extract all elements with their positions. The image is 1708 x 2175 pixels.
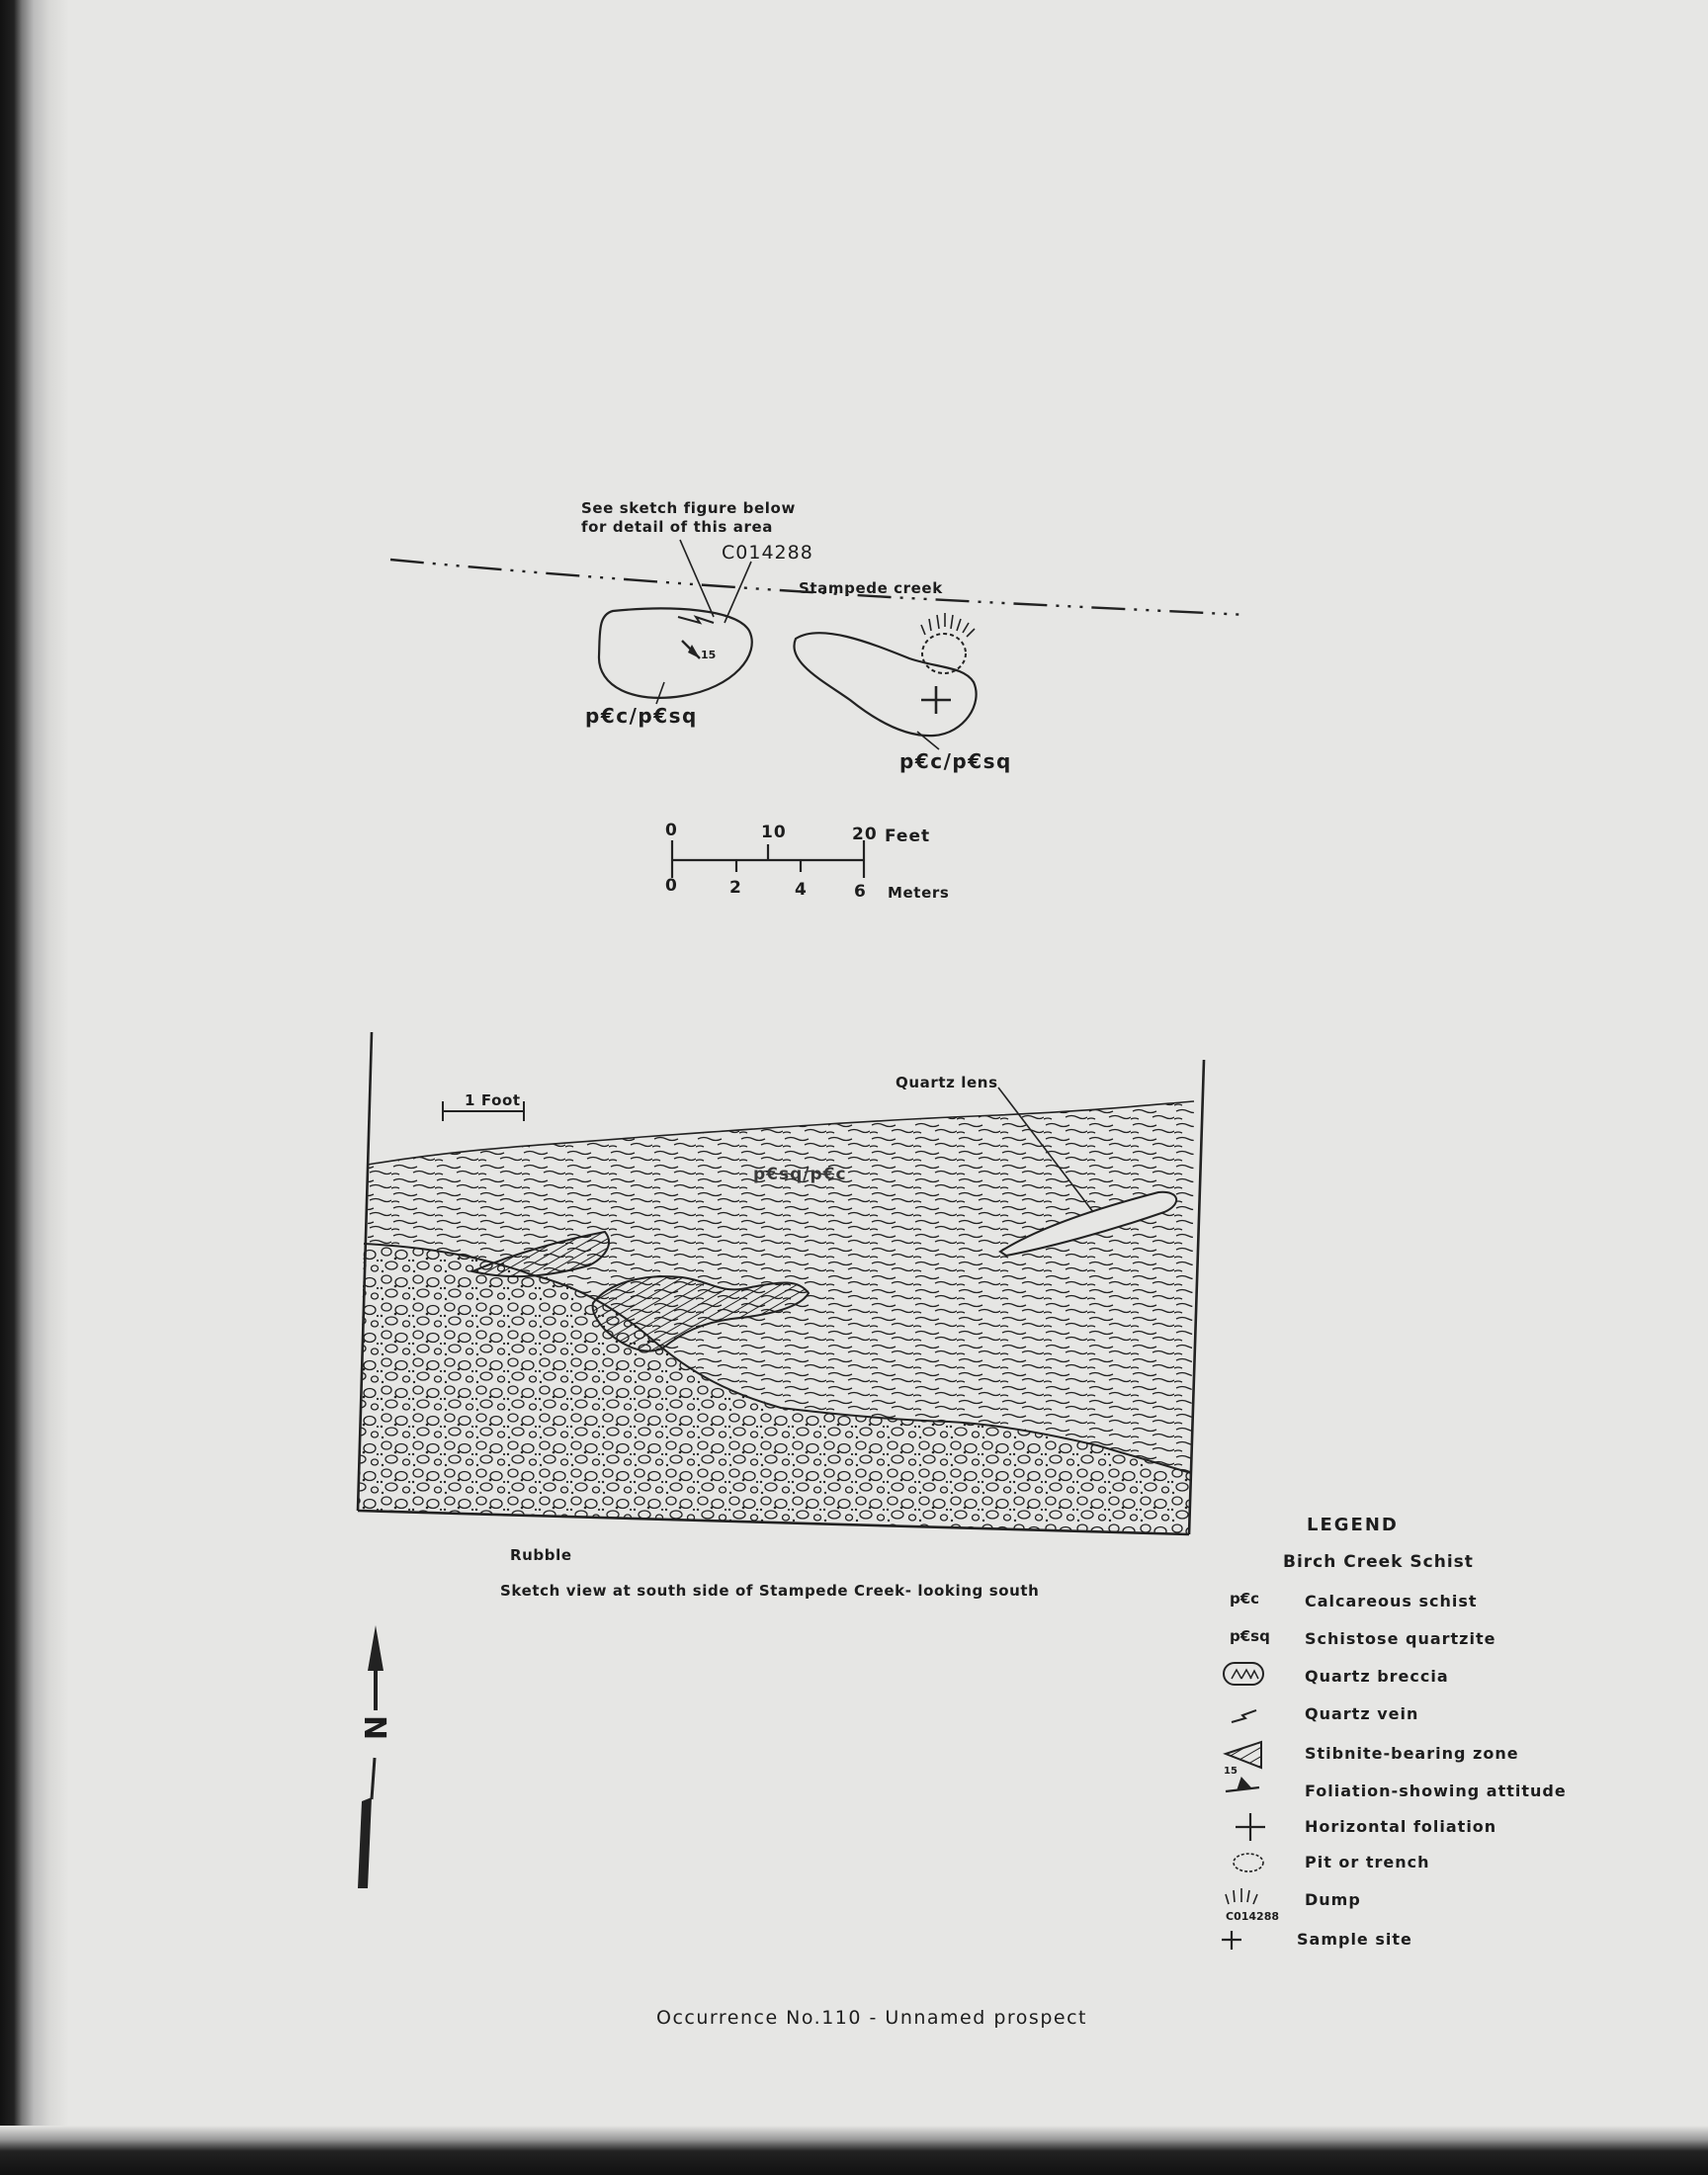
legend-item-foliation-attitude [1224,1766,1639,1807]
scale-m-2: 2 [729,878,742,898]
outcrop-right [794,633,976,736]
dip-value: 15 [701,649,717,661]
legend-symbol: 15 [1224,1766,1238,1777]
legend-label: Foliation-showing attitude [1305,1782,1567,1800]
scale-bar [672,840,864,878]
scale-m-6: 6 [854,882,867,902]
legend-label: Dump [1305,1890,1361,1909]
horizontal-foliation-mark [921,686,951,714]
legend-label: Horizontal foliation [1305,1817,1497,1836]
sketch-caption: Sketch view at south side of Stampede Creek- looking south [500,1582,1040,1600]
unit-left-leader [656,682,664,704]
unit-label-right: p€c/p€sq [899,749,1012,773]
legend-item-calcareous-schist [1224,1588,1639,1617]
legend-label: Quartz breccia [1305,1667,1449,1686]
legend-item-sample-site [1224,1910,1639,1956]
legend-item-quartz-vein [1224,1700,1639,1730]
note-leader [680,540,714,617]
legend-label: Schistose quartzite [1305,1629,1496,1648]
scale-feet-20: 20 [852,825,878,844]
legend-label: Stibnite-bearing zone [1305,1744,1519,1763]
legend-item-quartz-breccia [1224,1663,1639,1693]
sketch-scale-label: 1 Foot [465,1091,521,1109]
legend-title: LEGEND [1307,1515,1399,1535]
scale-feet-unit: Feet [885,826,931,846]
dump-ticks [921,613,975,637]
scale-feet-10: 10 [761,823,787,842]
north-letter: N [357,1714,392,1741]
legend-label: Pit or trench [1305,1853,1430,1871]
unit-label-left: p€c/p€sq [585,704,698,728]
scale-m-0: 0 [665,876,678,896]
unit-right-leader [917,732,939,749]
outcrop-left [599,608,752,697]
creek-label: Stampede creek [799,579,943,597]
plan-map [390,540,1247,749]
north-arrow [358,1625,384,1888]
legend-label: Quartz vein [1305,1704,1419,1723]
sample-id-label: C014288 [722,542,813,564]
plan-note-line1: See sketch figure below [581,499,796,517]
sketch-unit-label: p€sq/p€c [753,1165,847,1184]
scale-m-4: 4 [795,880,808,900]
legend-item-pit-trench [1224,1849,1639,1878]
legend-symbol: C014288 [1226,1910,1279,1923]
legend-group: Birch Creek Schist [1283,1552,1474,1572]
quartz-vein-mark [678,617,714,623]
plan-note-line2: for detail of this area [581,518,773,536]
scale-feet-0: 0 [665,821,678,840]
scale-m-unit: Meters [888,884,950,902]
rubble-label: Rubble [510,1546,572,1564]
legend-label: Calcareous schist [1305,1592,1478,1610]
legend-symbol: p€sq [1230,1627,1270,1645]
sample-leader [725,562,751,623]
legend-item-horizontal-foliation [1224,1813,1639,1843]
quartz-lens-label: Quartz lens [896,1074,998,1091]
footer-caption: Occurrence No.110 - Unnamed prospect [656,2007,1087,2029]
legend-item-schistose-quartzite [1224,1625,1639,1655]
legend-label: Sample site [1297,1930,1412,1949]
legend-symbol: p€c [1230,1590,1260,1608]
